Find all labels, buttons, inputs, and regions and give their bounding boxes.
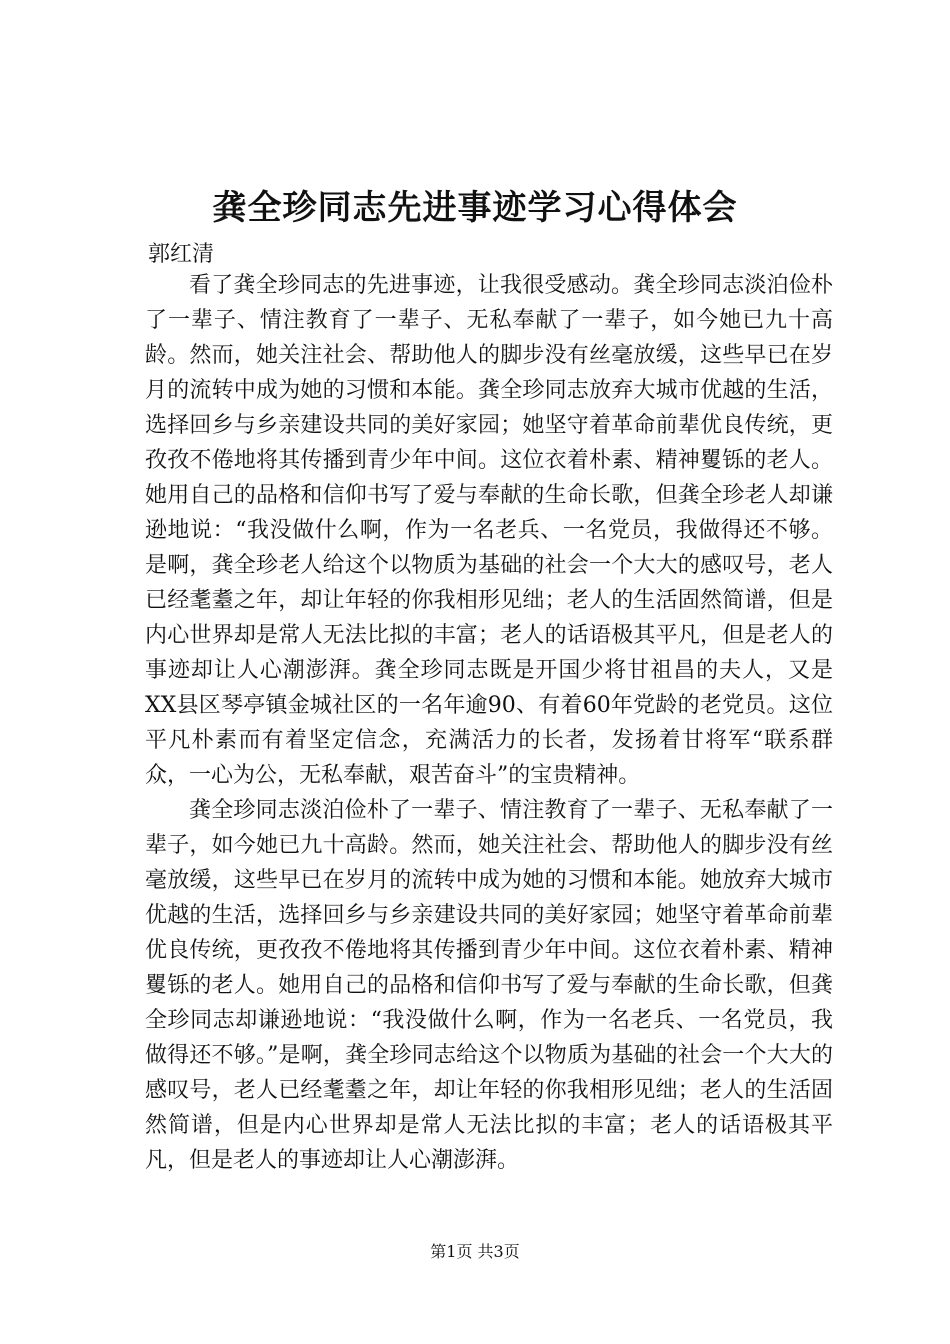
document-body: [145, 268, 833, 1178]
document-title: 龚全珍同志先进事迹学习心得体会: [212, 188, 738, 228]
paragraph-2: 龚全珍同志淡泊俭朴了一辈子、情注教育了一辈子、无私奉献了一辈子，如今她已九十高龄。然而，她关注社会、帮助他人的脚步没有丝毫放缓，这些早已在岁月的流转中成为她的习惯和本能。她放弃大城市优越的生活，选择回乡与乡亲建设共同的美好家园；她坚守着革命前辈优良传统，更孜孜不倦地将其传播到青少年中间。这位衣着朴素、精神矍铄的老人。她用自己的品格和信仰书写了爱与奉献的生命长歌，但龚全珍同志却谦逊地说：“我没做什么啊，作为一名老兵、一名党员，我做得还不够。”是啊，龚全珍同志给这个以物质为基础的社会一个大大的感叹号，老人已经耄耋之年，却让年轻的你我相形见绌；老人的生活固然简谱，但是内心世界却是常人无法比拟的丰富；老人的话语极其平凡，但是老人的事迹却让人心潮澎湃。: [145, 798, 833, 1173]
paragraph-1: 看了龚全珍同志的先进事迹，让我很受感动。龚全珍同志淡泊俭朴了一辈子、情注教育了一辈子、无私奉献了一辈子，如今她已九十高龄。然而，她关注社会、帮助他人的脚步没有丝毫放缓，这些早已在岁月的流转中成为她的习惯和本能。龚全珍同志放弃大城市优越的生活，选择回乡与乡亲建设共同的美好家园；她坚守着革命前辈优良传统，更孜孜不倦地将其传播到青少年中间。这位衣着朴素、精神矍铄的老人。她用自己的品格和信仰书写了爱与奉献的生命长歌，但龚全珍老人却谦逊地说：“我没做什么啊，作为一名老兵、一名党员，我做得还不够。是啊，龚全珍老人给这个以物质为基础的社会一个大大的感叹号，老人已经耄耋之年，却让年轻的你我相形见绌；老人的生活固然简谱，但是内心世界却是常人无法比拟的丰富；老人的话语极其平凡，但是老人的事迹却让人心潮澎湃。龚全珍同志既是开国少将甘祖昌的夫人，又是XX县区琴亭镇金城社区的一名年逾90、有着60年党龄的老党员。这位平凡朴素而有着坚定信念，充满活力的长者，发扬着甘将军“联系群众，一心为公，无私奉献，艰苦奋斗”的宝贵精神。: [145, 273, 833, 788]
author-name: 郭红清: [148, 242, 215, 267]
page-number-footer: 第1页 共3页: [430, 1242, 520, 1261]
